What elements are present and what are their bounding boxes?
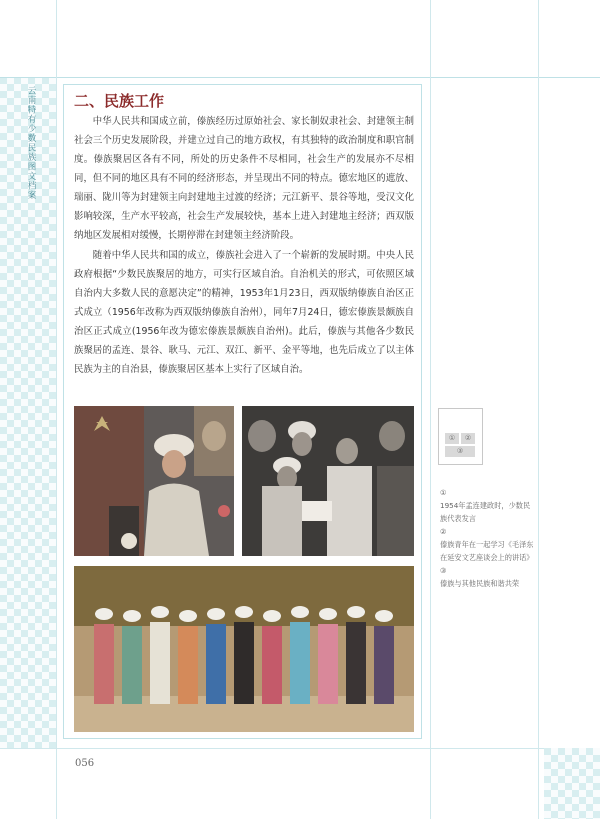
caption-1-text: 1954年孟连建政时，少数民族代表发言 [440, 501, 531, 523]
section-heading: 二、民族工作 [74, 92, 165, 110]
left-divider [56, 0, 57, 819]
photo-2-image [242, 406, 414, 556]
page-number: 056 [75, 758, 95, 769]
photo-2-youth-study [242, 406, 414, 556]
caption-2-marker: ② [440, 527, 447, 536]
photo-1-speaker [74, 406, 234, 556]
bottom-divider [0, 748, 600, 749]
photo-captions [440, 486, 535, 590]
photo-legend-box [438, 408, 483, 465]
legend-cell-1: ① [445, 433, 459, 444]
middle-divider [430, 0, 431, 819]
caption-3-text: 傣族与其他民族和谐共荣 [440, 579, 520, 588]
caption-2-text: 傣族青年在一起学习《毛泽东在延安文艺座谈会上的讲话》 [440, 540, 534, 562]
photo-3-image [74, 566, 414, 732]
caption-3-marker: ③ [440, 566, 447, 575]
side-title: 云南特有少数民族图文档案 [26, 86, 36, 200]
legend-cell-3: ③ [445, 446, 475, 457]
paragraph-2-text: 随着中华人民共和国的成立，傣族社会进入了一个崭新的发展时期。中央人民政府根据“少数民族聚居的地方，可实行区域自治。自治机关的形式，可依照区域自治内大多数人民的意愿决定”的精神，1953年1月23日，西双版纳傣族自治区正式成立（1956年改称为西双版纳傣族自治州），同年7月24日，德宏傣族景颇族自治区正式成立(1956年改为德宏傣族景颇族自治州)。此后，傣族与其他各少数民族聚居的孟连、景谷、耿马、元江、双江、新平、金平等地，也先后成立了以主体民族为主的自治县，傣族聚居区基本上实行了区域自治。 [74, 250, 414, 375]
photo-1-image [74, 406, 234, 556]
paragraph-2 [74, 246, 414, 379]
right-divider [538, 0, 539, 819]
caption-1-marker: ① [440, 488, 447, 497]
legend-cell-2: ② [461, 433, 475, 444]
top-divider [0, 77, 600, 78]
paragraph-1-text: 中华人民共和国成立前，傣族经历过原始社会、家长制奴隶社会、封建领主制社会三个历史发展阶段，并建立过自己的地方政权，有其独特的政治制度和职官制度。傣族聚居区各有不同，所处的历史条件不尽相同，社会生产的发展亦不尽相同，但不同的地区具有不同的经济形态，并呈现出不同的特点。德宏地区的遮放、瑞丽、陇川等为封建领主向封建地主过渡的经济；元江新平、景谷等地，受汉文化影响较深，生产水平较高，社会生产发展较快，基本上进入封建地主经济；西双版纳地区发展相对缓慢，长期停滞在封建领主经济阶段。 [74, 116, 414, 241]
corner-decorative-pattern [544, 748, 600, 819]
photo-3-ethnic-harmony [74, 566, 414, 732]
paragraph-1 [74, 112, 414, 245]
